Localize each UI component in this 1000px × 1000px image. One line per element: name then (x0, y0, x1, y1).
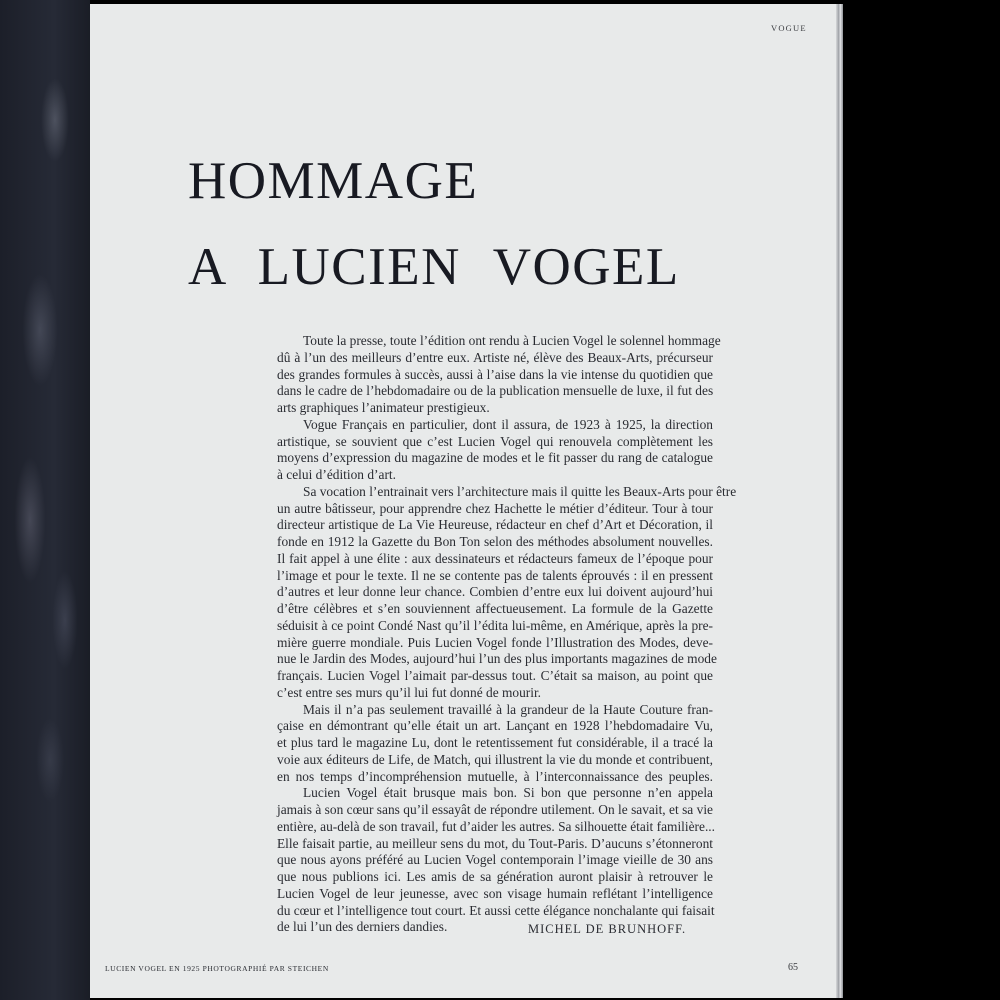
text-line: mière guerre mondiale. Puis Lucien Vogel fonde l’Illustration des Modes, deve- (277, 634, 713, 650)
text-line: dû à l’un des meilleurs d’entre eux. Artiste né, élève des Beaux-Arts, précurseur (277, 349, 713, 365)
text-line: un autre bâtisseur, pour apprendre chez Hachette le métier d’éditeur. Tour à tour (277, 500, 713, 516)
facing-page-photo-edge (0, 0, 90, 1000)
text-line: Toute la presse, toute l’édition ont rendu à Lucien Vogel le solennel hommage (303, 333, 721, 348)
text-line: l’image et pour le texte. Il ne se contente pas de talents éprouvés : il en pressent (277, 567, 713, 583)
text-line: Vogue Français en particulier, dont il assura, de 1923 à 1925, la direction (303, 416, 713, 432)
text-line: directeur artistique de La Vie Heureuse, rédacteur en chef d’Art et Décoration, il (277, 517, 713, 533)
page-number: 65 (788, 962, 798, 973)
text-line: entière, au-delà de son travail, fut d’aider les autres. Sa silhouette était familière... (277, 818, 715, 834)
text-line: voie aux éditeurs de Life, de Match, qui illustrent la vie du monde et contribuent, (277, 751, 713, 767)
page-edge (836, 4, 843, 998)
text-line: que nous publions ici. Les amis de sa génération auront plaisir à retrouver le (277, 869, 713, 884)
text-line: d’autres et leur donne leur chance. Combien d’entre eux lui doivent aujourd’hui (277, 584, 713, 600)
text-line: Lucien Vogel était brusque mais bon. Si bon que personne n’en appela (303, 785, 713, 801)
text-line: c’est entre ses murs qu’il lui fut donné de mourir. (277, 684, 542, 700)
text-line: moyens d’expression du magazine de modes et le fit passer du rang de catalogue (277, 450, 713, 466)
title-line-1: HOMMAGE (188, 152, 479, 210)
text-line: arts graphiques l’animateur prestigieux. (277, 400, 490, 415)
running-head: VOGUE (771, 23, 807, 33)
text-line: des grandes formules à succès, aussi à l’aise dans la vie intense du quotidien que (277, 366, 713, 382)
text-line: dans le cadre de l’hebdomadaire ou de la publication mensuelle de luxe, il fut des (277, 383, 714, 399)
text-line: français. Lucien Vogel l’aimait par-dessus tout. C’était sa maison, au point que (277, 668, 713, 683)
text-line: et plus tard le magazine Lu, dont le retentissement fut considérable, il a tracé la (277, 735, 713, 750)
text-line: artistique, se souvient que c’est Lucien Vogel qui renouvela complètement les (277, 433, 713, 449)
text-line: d’être célèbres et s’en souviennent affectueusement. La formule de la Gazette (277, 601, 713, 616)
article-body (277, 333, 737, 936)
text-line: fonde en 1912 la Gazette du Bon Ton selon des méthodes absolument nouvelles. (277, 534, 713, 549)
text-line: Mais il n’a pas seulement travaillé à la grandeur de la Haute Couture fran- (303, 701, 713, 717)
text-line: çaise en démontrant qu’elle était un art. Lançant en 1928 l’hebdomadaire Vu, (277, 718, 713, 734)
text-line: Il fait appel à une élite : aux dessinateurs et rédacteurs fameux de l’époque pour (277, 550, 713, 566)
text-line: Elle faisait partie, au meilleur sens du mot, du Tout-Paris. D’aucuns s’étonneront (277, 835, 713, 851)
text-line: Sa vocation l’entrainait vers l’architecture mais il quitte les Beaux-Arts pour être (303, 483, 737, 499)
text-line: en nos temps d’incompréhension mutuelle, à l’interconnaissance des peuples. (277, 768, 713, 784)
text-line: de lui l’un des derniers dandies. (277, 919, 448, 935)
text-line: séduisit à ce point Condé Nast qu’il l’édita lui-même, en Amérique, après la pre- (277, 617, 713, 633)
text-line: nue le Jardin des Modes, aujourd’hui l’un des plus importants magazines de mode (277, 651, 717, 667)
photo-caption: LUCIEN VOGEL EN 1925 PHOTOGRAPHIÉ PAR STEICHEN (105, 964, 329, 973)
text-line: jamais à son cœur sans qu’il essayât de répondre utilement. On le savait, et sa vie (277, 802, 713, 817)
text-line: à celui d’édition d’art. (277, 467, 396, 482)
title-line-2: A LUCIEN VOGEL (188, 238, 680, 296)
article-title (188, 138, 680, 310)
text-line: que nous ayons préféré au Lucien Vogel contemporain l’image vieille de 30 ans (277, 852, 713, 868)
author-signature: MICHEL DE BRUNHOFF. (528, 922, 687, 936)
text-line: du cœur et l’intelligence tout court. Et aussi cette élégance nonchalante qui faisait (277, 902, 715, 918)
text-line: Lucien Vogel de leur jeunesse, avec son visage humain reflétant l’intelligence (277, 885, 713, 901)
